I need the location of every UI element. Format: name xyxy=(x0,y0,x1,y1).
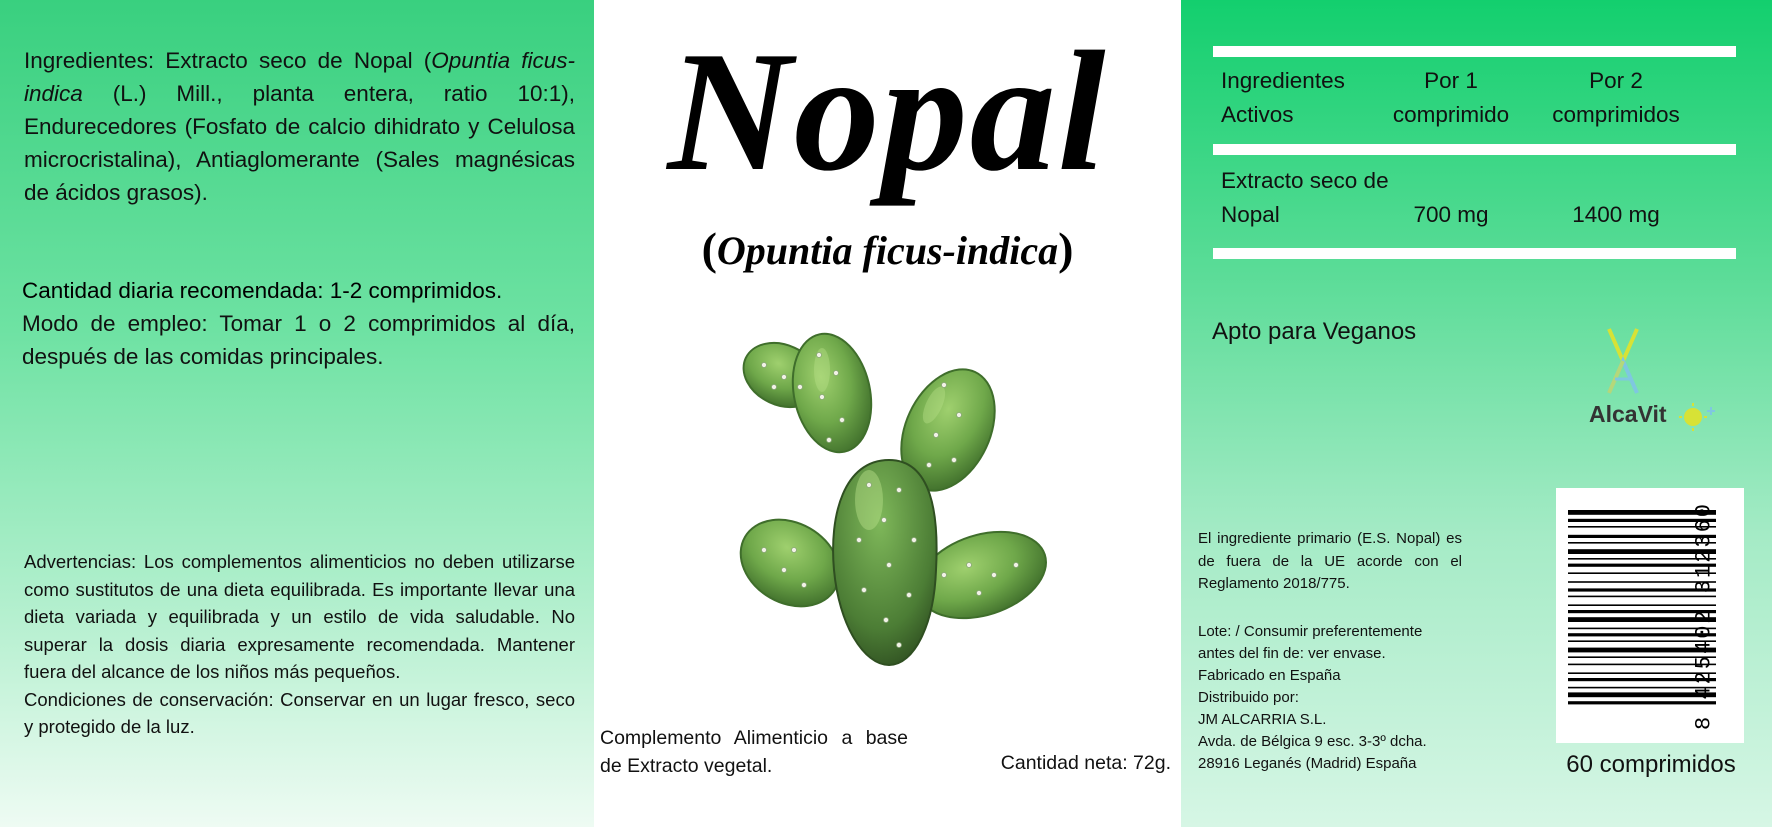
product-subtitle xyxy=(594,222,1181,275)
subtitle-open-paren: ( xyxy=(701,223,717,274)
subtitle-close-paren: ) xyxy=(1058,223,1074,274)
table-rule-top xyxy=(1213,46,1736,57)
table-header-per2: Por 2 comprimidos xyxy=(1552,68,1680,127)
table-rule-bottom xyxy=(1213,248,1736,259)
lot-line: Distribuido por: xyxy=(1198,689,1299,706)
table-cell-ingredient: Extracto seco de Nopal xyxy=(1221,168,1389,227)
lot-line: Lote: / Consumir preferentemente xyxy=(1198,623,1423,640)
daily-dose: Cantidad diaria recomendada: 1-2 comprimidos. xyxy=(22,278,503,303)
lot-line: antes del fin de: ver envase. xyxy=(1198,645,1386,662)
logo-text: AlcaVit xyxy=(1589,401,1667,427)
product-title: Nopal xyxy=(667,17,1108,207)
storage-text: Condiciones de conservación: Conservar en un lugar fresco, seco y protegido de la luz. xyxy=(24,688,575,737)
warnings-text: Advertencias: Los complementos alimenticios no deben utilizarse como sustitutos de una dieta equilibrada. Es importante llevar una dieta variada y equilibrada y un estilo de vida saludable. No superar la dosis diaria expresamente recomendada. Mantener fuera del alcance de los niños más pequeños. xyxy=(24,551,575,682)
brand-logo xyxy=(1581,323,1721,433)
usage-instructions: Modo de empleo: Tomar 1 o 2 comprimidos al día, después de las comidas principales. xyxy=(22,311,575,369)
dosage-block xyxy=(22,274,575,373)
lot-line: Fabricado en España xyxy=(1198,667,1341,684)
table-rule-middle xyxy=(1213,144,1736,155)
vegan-label: Apto para Veganos xyxy=(1212,318,1417,345)
ingredients-text xyxy=(24,44,575,209)
ingredients-species: Opuntia ficus-indica xyxy=(24,48,576,106)
ingredients-prefix: Ingredientes: Extracto seco de Nopal ( xyxy=(24,48,432,73)
warnings-block xyxy=(24,548,575,741)
net-quantity: Cantidad neta: 72g. xyxy=(1000,752,1171,774)
subtitle-species: Opuntia ficus-indica xyxy=(716,228,1059,273)
origin-note: El ingrediente primario (E.S. Nopal) es de fuera de la UE acorde con el Reglamento 2018/775. xyxy=(1198,530,1462,592)
left-panel xyxy=(0,0,594,827)
lot-line: Avda. de Bélgica 9 esc. 3-3º dcha. xyxy=(1198,733,1427,750)
table-header-per1: Por 1 comprimido xyxy=(1392,68,1510,127)
table-cell-per1: 700 mg xyxy=(1413,202,1489,227)
barcode xyxy=(1556,488,1744,743)
barcode-number xyxy=(1684,496,1724,736)
barcode-digits: 8 425402 312360 xyxy=(1691,501,1717,731)
logo-sun-icon xyxy=(1679,401,1719,431)
table-header-ingredient: Ingredientes Activos xyxy=(1221,68,1345,127)
product-description: Complemento Alimenticio a base de Extracto vegetal. xyxy=(600,727,908,777)
tablet-count: 60 comprimidos xyxy=(1566,751,1736,778)
cactus-icon xyxy=(704,325,1074,670)
table-cell-per2: 1400 mg xyxy=(1572,202,1660,227)
alcavit-logo-icon xyxy=(1581,323,1721,403)
center-panel xyxy=(594,0,1181,827)
right-panel xyxy=(1181,0,1772,827)
lot-info xyxy=(1198,621,1478,775)
lot-line: 28916 Leganés (Madrid) España xyxy=(1198,755,1417,772)
ingredients-rest: (L.) Mill., planta entera, ratio 10:1), Endurecedores (Fosfato de calcio dihidrato y Celulosa microcristalina), Antiaglomerante (Sales magnésicas de ácidos grasos). xyxy=(24,81,575,205)
lot-line: JM ALCARRIA S.L. xyxy=(1198,711,1327,728)
